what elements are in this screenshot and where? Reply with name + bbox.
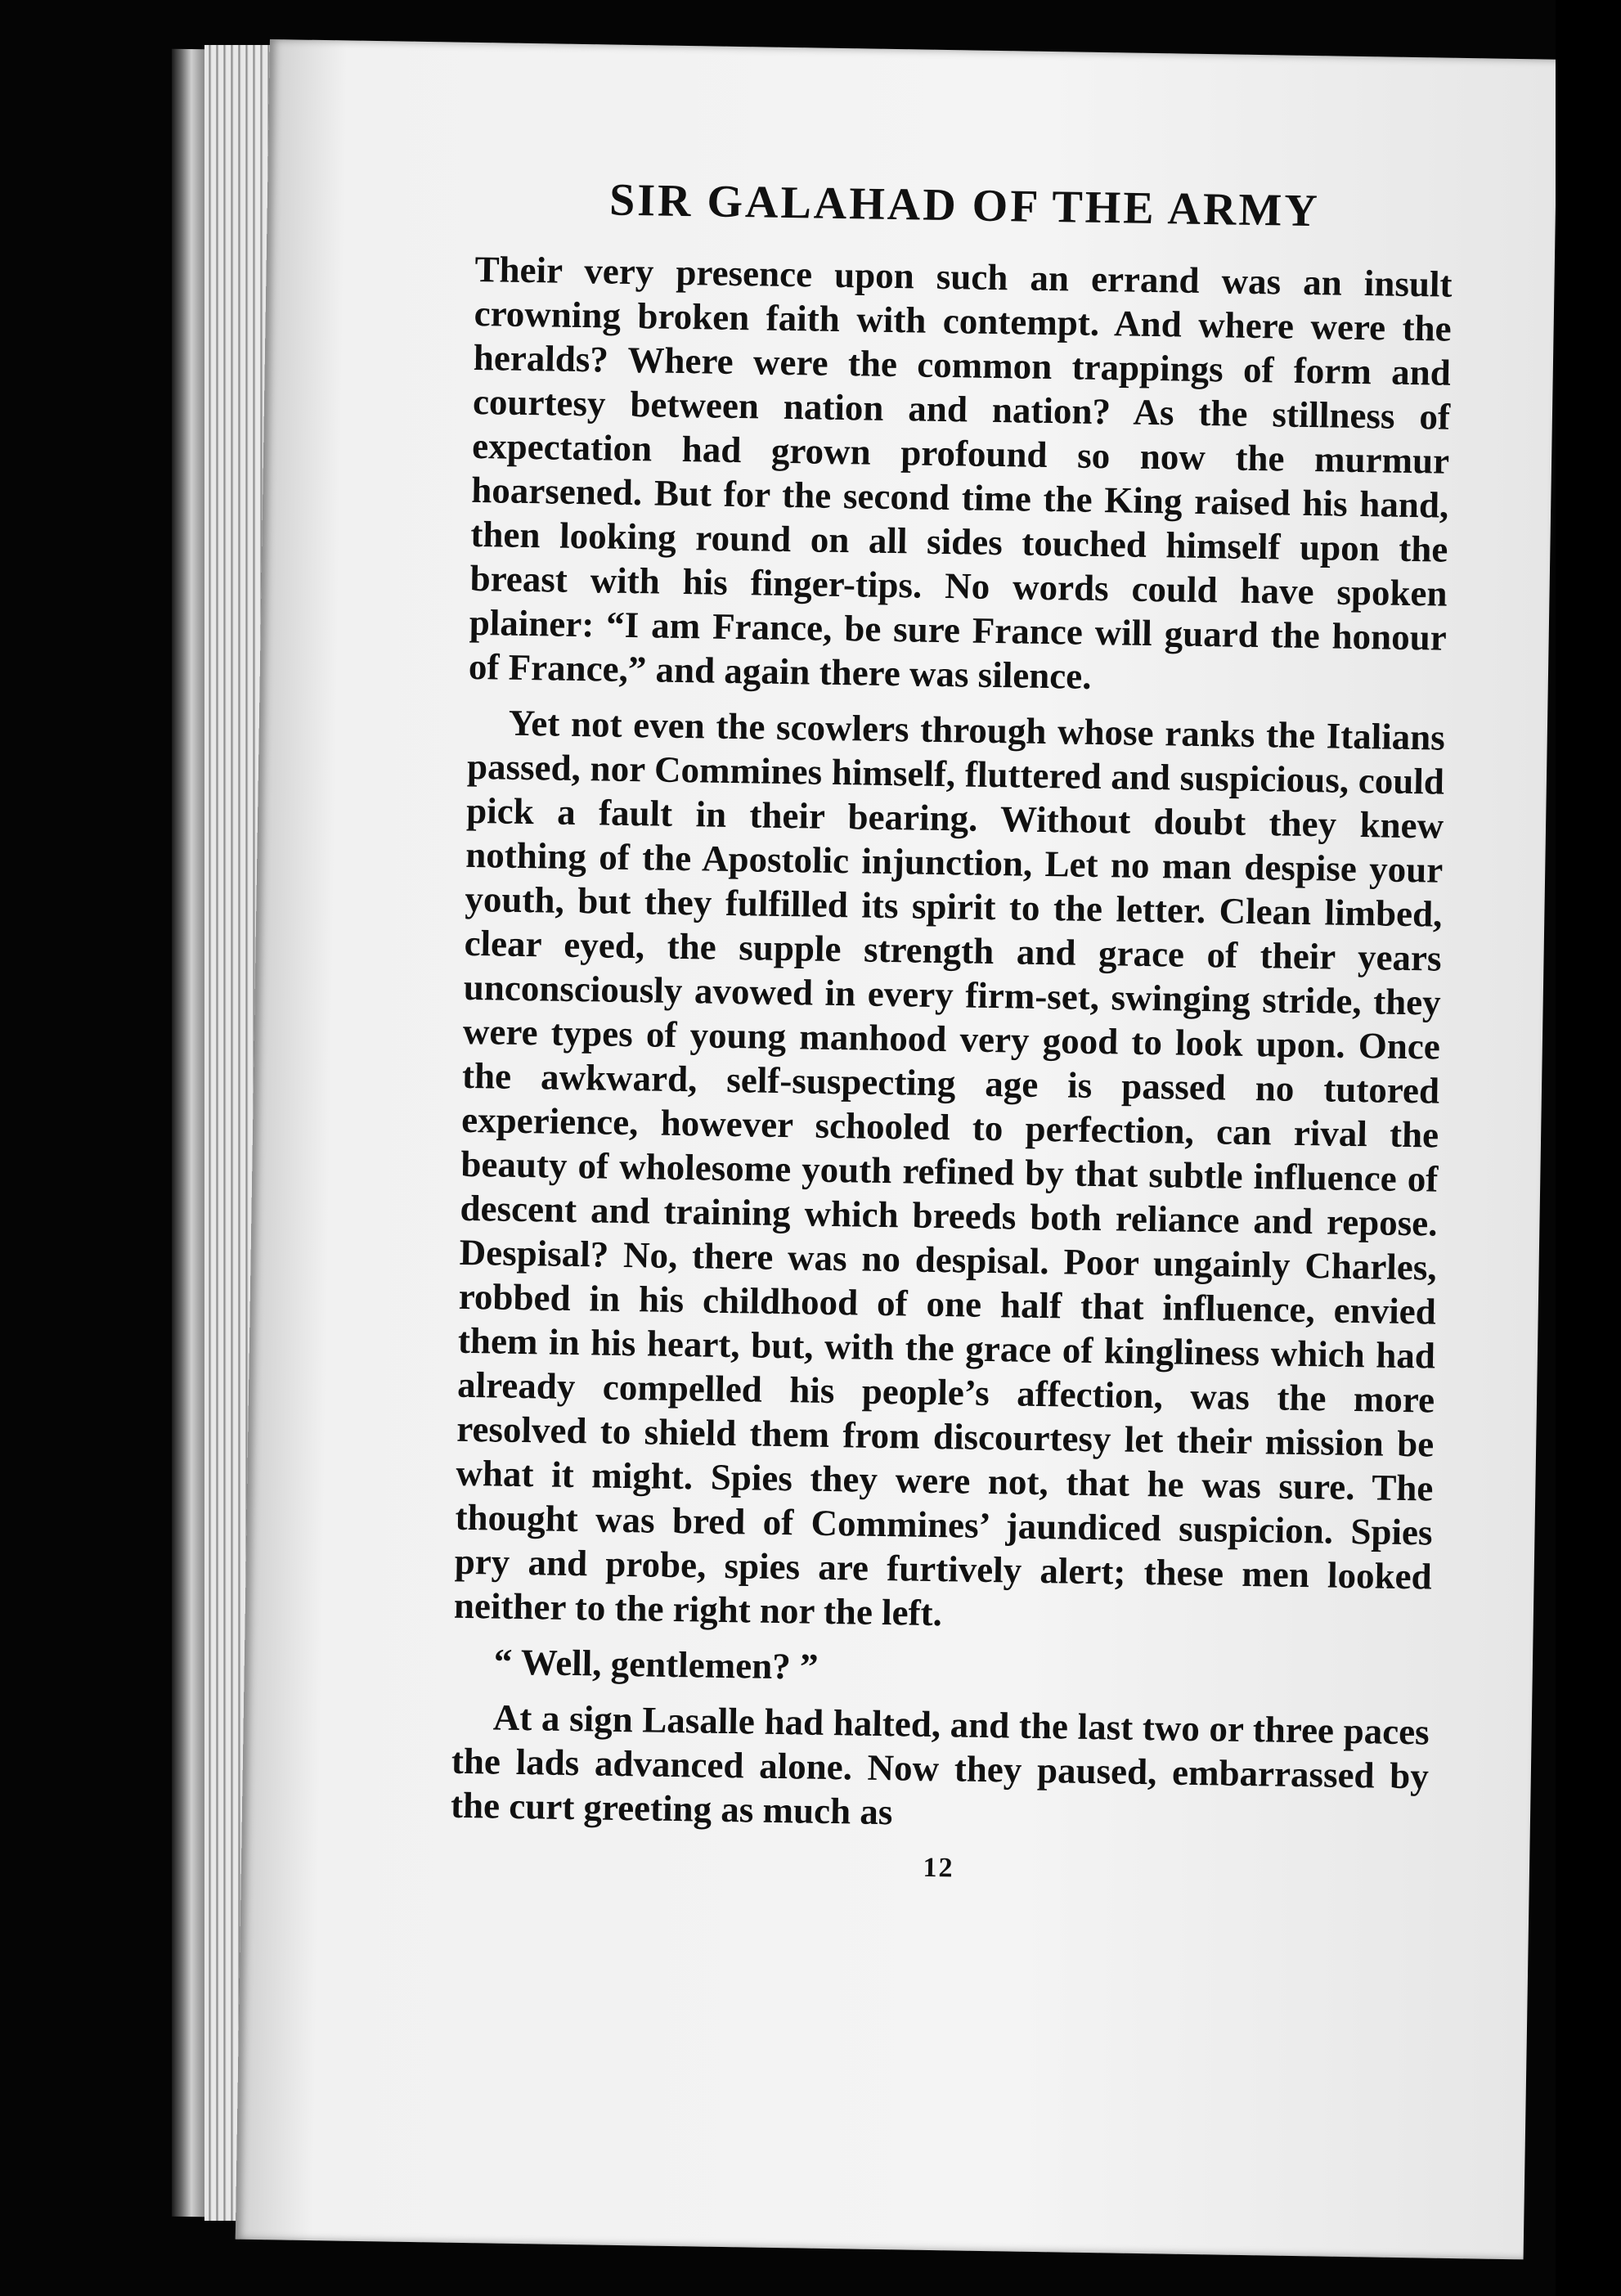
running-head: SIR GALAHAD OF THE ARMY bbox=[608, 174, 1321, 237]
paragraph-4: At a sign Lasalle had halted, and the last two or three paces the lads advanced alone. Now they paused, embarrassed by the curt greeting as much as bbox=[450, 1696, 1430, 1832]
book-spine-edge bbox=[172, 49, 204, 2217]
paragraph-2: Yet not even the scowlers through whose ranks the Italians passed, nor Commines himself, fluttered and suspicious, could pick a fault in their bearing. Without doubt they knew nothing of the Apostolic injunction, Let no man despise your youth, but they fulfilled its spirit to the letter. Clean limbed, clear eyed, the supple strength and grace of their years unconsciously avowed in every firm-set, swinging stride, they were types of young manhood very good to look upon. Once the awkward, self-suspecting age is passed no tutored experience, however schooled to perfection, can rival the beauty of wholesome youth refined by that subtle influence of descent and training which breeds both reliance and repose. Despisal? No, there was no despisal. Poor ungainly Charles, robbed in his childhood of one half that influence, envied them in his heart, but, with the grace of kingliness which had already compelled his people’s affection, was the more resolved to shield them from discourtesy let their mission be what it might. Spies they were not, that he was sure. The thought was bred of Commines’ jaundiced suspicion. Spies pry and probe, spies are furtively alert; these men looked neither to the right nor the left. bbox=[453, 702, 1446, 1633]
page-content bbox=[450, 173, 1454, 1891]
page-number: 12 bbox=[923, 1852, 954, 1884]
scan-right-border bbox=[1556, 0, 1621, 2296]
book-page bbox=[236, 39, 1558, 2259]
paragraph-1: Their very presence upon such an errand was an insult crowning broken faith with contempt. And where were the heralds? Where were the common trappings of form and courtesy between nation and nation? As the stillness of expectation had grown profound so now the murmur hoarsened. But for the second time the King raised his hand, then looking round on all sides touched himself upon the breast with his finger-tips. No words could have spoken plainer: “I am France, be sure France will guard the honour of France,” and again there was silence. bbox=[468, 248, 1453, 697]
paragraph-3-dialogue: “ Well, gentlemen? ” bbox=[493, 1641, 819, 1687]
